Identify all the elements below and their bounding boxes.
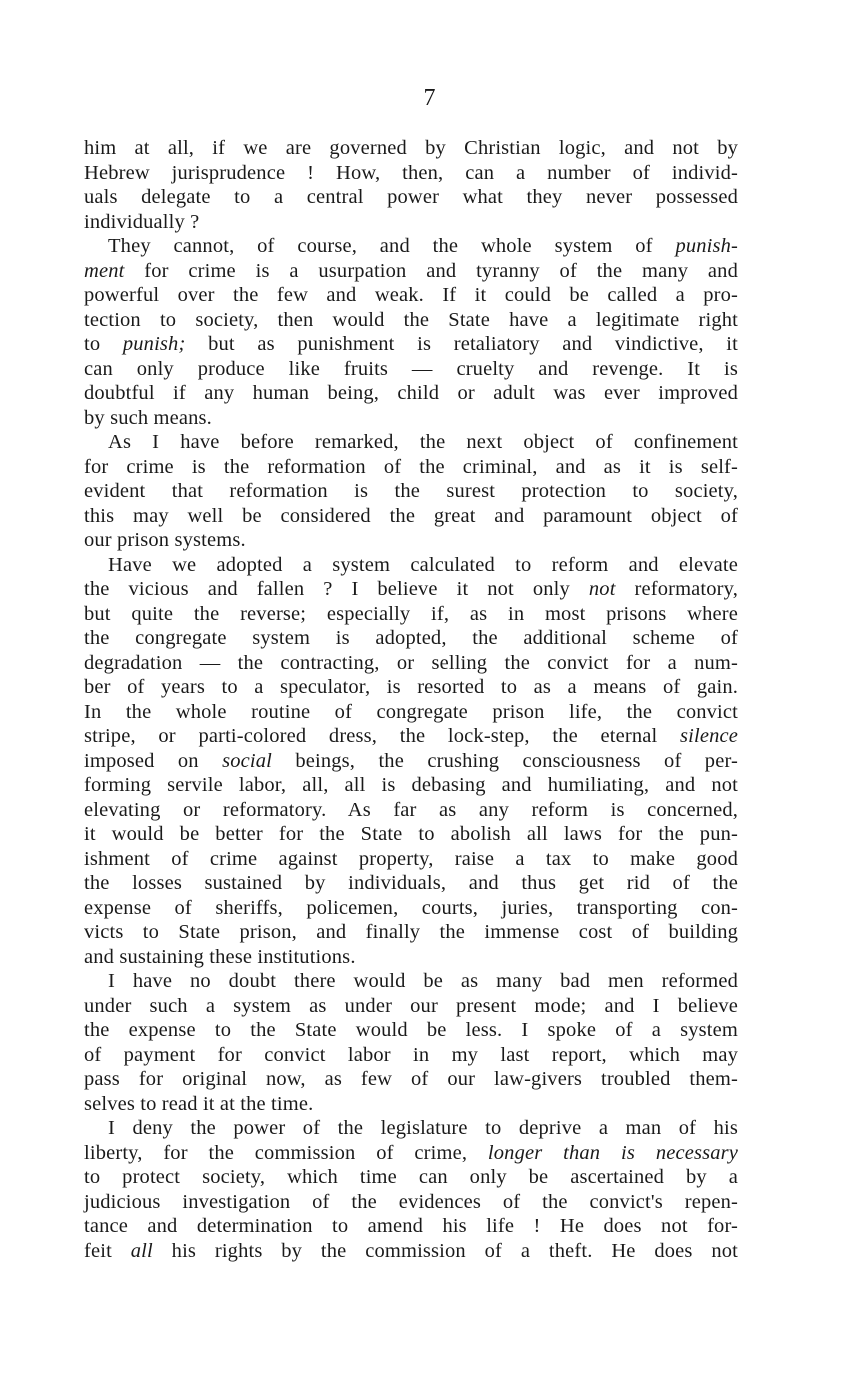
text-run: for crime is the reformation of the criminal, and as it is self-	[84, 455, 738, 478]
text-run: him at all, if we are governed by Christian logic, and not by	[84, 137, 738, 159]
text-run: liberty, for the commission of crime,	[84, 1141, 488, 1164]
text-run: Have we adopted a system calculated to reform and elevate	[108, 553, 738, 576]
text-line	[84, 700, 738, 725]
text-line	[84, 308, 738, 333]
text-line	[84, 1141, 738, 1166]
text-run: expense of sheriffs, policemen, courts, juries, transporting con-	[84, 896, 738, 919]
text-run: doubtful if any human being, child or adult was ever improved	[84, 382, 738, 404]
page-number: 7	[423, 85, 436, 111]
text-line	[84, 945, 738, 970]
paragraph	[84, 136, 738, 234]
text-line	[84, 822, 738, 847]
text-run: can only produce like fruits — cruelty and revenge. It is	[84, 357, 738, 380]
italic-text: longer than is necessary	[487, 1141, 738, 1164]
text-line	[84, 651, 738, 676]
text-line	[84, 259, 738, 284]
text-line	[84, 136, 738, 161]
text-line	[84, 626, 738, 651]
text-run: for crime is a usurpation and tyranny of the many and	[124, 259, 738, 282]
text-run: to	[84, 333, 123, 355]
text-run: of payment for convict labor in my last report, which may	[84, 1043, 738, 1066]
italic-text: punish;	[122, 333, 186, 355]
text-line	[84, 749, 738, 774]
text-line	[84, 602, 738, 627]
text-line	[84, 185, 738, 210]
text-line	[84, 161, 738, 186]
text-run: by such means.	[84, 406, 212, 429]
text-line	[84, 430, 738, 455]
italic-text: not	[588, 578, 616, 600]
text-run: selves to read it at the time.	[84, 1092, 314, 1115]
text-run: They cannot, of course, and the whole system of	[108, 235, 676, 257]
text-line	[84, 406, 738, 431]
text-run: his rights by the commission of a theft. He does not	[152, 1239, 738, 1262]
text-run: individually ?	[84, 210, 200, 233]
italic-text: silence	[680, 725, 738, 747]
text-run: elevating or reformatory. As far as any reform is concerned,	[84, 798, 738, 821]
text-line	[84, 210, 738, 235]
text-run: the congregate system is adopted, the additional scheme of	[84, 627, 738, 649]
text-run: it would be better for the State to abolish all laws for the pun-	[84, 823, 738, 845]
text-run: uals delegate to a central power what they never possessed	[84, 186, 738, 208]
text-line	[84, 773, 738, 798]
text-line	[84, 1214, 738, 1239]
text-line	[84, 724, 738, 749]
text-run: I deny the power of the legislature to deprive a man of his	[108, 1117, 738, 1139]
italic-text: all	[130, 1239, 153, 1262]
italic-text: social	[222, 749, 272, 772]
text-run: As I have before remarked, the next object of confinement	[108, 431, 738, 453]
paragraph	[84, 969, 738, 1116]
text-line	[84, 1116, 738, 1141]
italic-text: punish-	[675, 235, 738, 257]
text-run: to protect society, which time can only be ascertained by a	[84, 1166, 738, 1188]
text-run: our prison systems.	[84, 529, 246, 551]
text-line	[84, 357, 738, 382]
text-line	[84, 1092, 738, 1117]
text-run: In the whole routine of congregate prison life, the convict	[84, 700, 738, 723]
text-run: stripe, or parti-colored dress, the lock-step, the eternal	[84, 725, 681, 747]
text-line	[84, 798, 738, 823]
text-run: victs to State prison, and finally the immense cost of building	[84, 921, 738, 943]
text-line	[84, 381, 738, 406]
text-run: the losses sustained by individuals, and thus get rid of the	[84, 872, 738, 894]
text-line	[84, 1043, 738, 1068]
text-line	[84, 283, 738, 308]
text-line	[84, 234, 738, 259]
text-run: this may well be considered the great and paramount object of	[84, 504, 738, 527]
text-line	[84, 332, 738, 357]
text-line	[84, 479, 738, 504]
text-run: beings, the crushing consciousness of per-	[271, 749, 738, 772]
text-run: the expense to the State would be less. I spoke of a system	[84, 1019, 738, 1041]
paragraph	[84, 234, 738, 430]
text-run: tance and determination to amend his life ! He does not for-	[84, 1215, 738, 1237]
text-run: pass for original now, as few of our law-givers troubled them-	[84, 1068, 738, 1090]
text-run: ishment of crime against property, raise a tax to make good	[84, 847, 738, 870]
text-run: reformatory,	[615, 578, 739, 600]
text-line	[84, 455, 738, 480]
text-run: forming servile labor, all, all is debasing and humiliating, and not	[84, 774, 738, 796]
body-text	[84, 136, 738, 1263]
text-run: feit	[84, 1239, 131, 1262]
paragraph	[84, 430, 738, 553]
text-line	[84, 1190, 738, 1215]
text-line	[84, 1165, 738, 1190]
text-run: under such a system as under our present mode; and I believe	[84, 994, 738, 1017]
text-run: powerful over the few and weak. If it could be called a pro-	[84, 284, 738, 306]
text-line	[84, 553, 738, 578]
text-line	[84, 871, 738, 896]
paragraph	[84, 553, 738, 970]
text-run: tection to society, then would the State have a legitimate right	[84, 308, 738, 331]
text-run: Hebrew jurisprudence ! How, then, can a number of individ-	[84, 161, 738, 184]
text-run: judicious investigation of the evidences of the convict's repen-	[84, 1190, 738, 1213]
text-run: the vicious and fallen ? I believe it not only	[84, 578, 589, 600]
text-line	[84, 994, 738, 1019]
italic-text: ment	[84, 259, 125, 282]
text-line	[84, 1067, 738, 1092]
text-line	[84, 1018, 738, 1043]
text-run: I have no doubt there would be as many bad men reformed	[108, 970, 738, 992]
text-run: imposed on	[84, 749, 223, 772]
text-line	[84, 528, 738, 553]
text-run: but quite the reverse; especially if, as in most prisons where	[84, 602, 738, 625]
text-line	[84, 675, 738, 700]
text-run: evident that reformation is the surest protection to society,	[84, 480, 738, 502]
text-line	[84, 1239, 738, 1264]
text-run: and sustaining these institutions.	[84, 945, 356, 968]
text-line	[84, 577, 738, 602]
text-line	[84, 847, 738, 872]
text-line	[84, 896, 738, 921]
text-line	[84, 920, 738, 945]
text-line	[84, 969, 738, 994]
paragraph	[84, 1116, 738, 1263]
text-run: but as punishment is retaliatory and vindictive, it	[185, 333, 738, 355]
text-line	[84, 504, 738, 529]
text-run: ber of years to a speculator, is resorted to as a means of gain.	[84, 676, 738, 698]
text-run: degradation — the contracting, or selling the convict for a num-	[84, 651, 738, 674]
